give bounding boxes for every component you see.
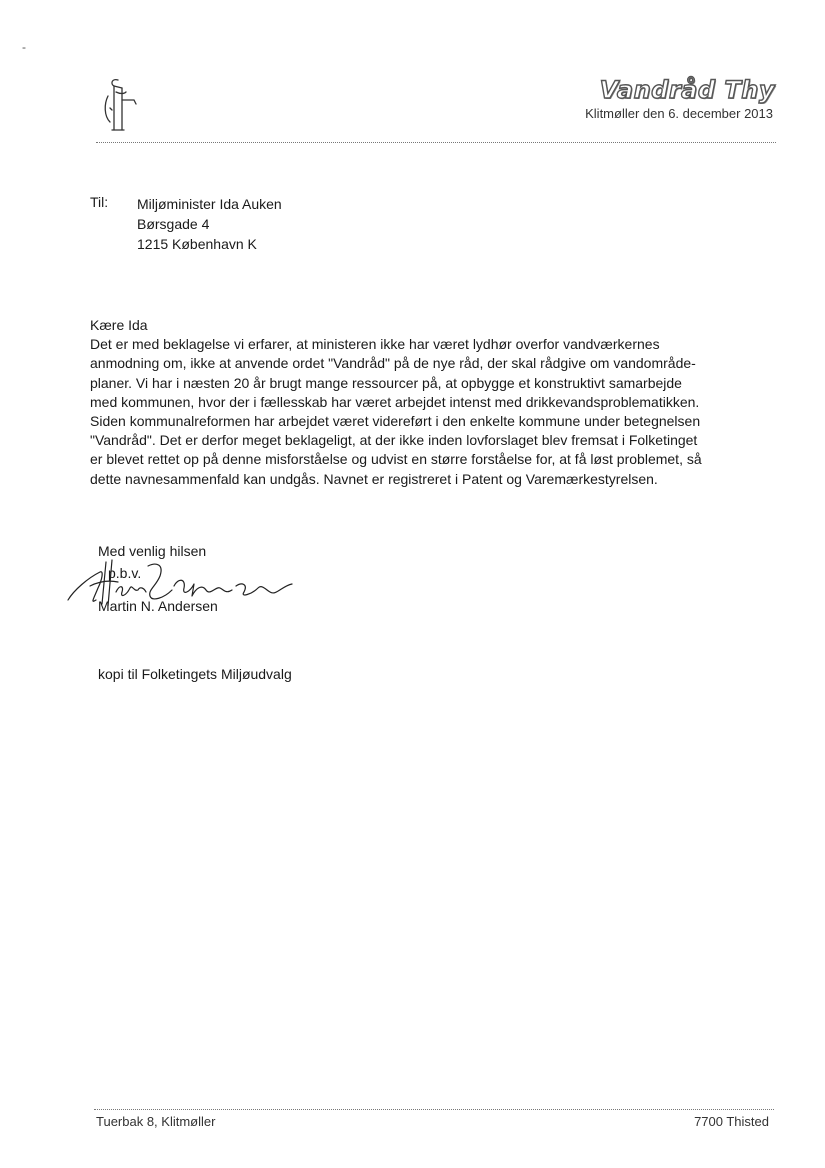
header-divider <box>96 142 776 143</box>
body-line: med kommunen, hvor der i fællesskab har været arbejdet intenst med drikkevandsproblematikken. <box>90 393 700 410</box>
body-line: dette navnesammenfald kan undgås. Navnet er registreret i Patent og Varemærkestyrelsen. <box>90 470 658 487</box>
brand-name: Vandråd Thy <box>599 76 775 104</box>
body-line: "Vandråd". Det er derfor meget beklageligt, at der ikke inden lovforslaget blev fremsat i Folketinget <box>90 432 698 449</box>
copy-recipient: kopi til Folketingets Miljøudvalg <box>98 666 292 682</box>
pby-note: p.b.v. <box>108 565 142 581</box>
handwritten-signature <box>60 556 300 626</box>
body-line: planer. Vi har i næsten 20 år brugt mange ressourcer på, at opbygge et konstruktivt samarbejde <box>90 374 682 391</box>
body-line: Siden kommunalreformen har arbejdet været videreført i den enkelte kommune under betegnelsen <box>90 413 701 430</box>
footer-city: 7700 Thisted <box>694 1114 769 1129</box>
recipient-address <box>137 194 282 254</box>
closing-greeting: Med venlig hilsen <box>98 543 207 559</box>
salutation: Kære Ida <box>90 317 148 333</box>
address-line: Miljøminister Ida Auken <box>137 196 282 212</box>
scan-mark: - <box>22 40 26 54</box>
body-line: Det er med beklagelse vi erfarer, at ministeren ikke har været lydhør overfor vandværkernes <box>90 336 660 353</box>
recipient-label: Til: <box>90 194 109 210</box>
date-line: Klitmøller den 6. december 2013 <box>585 106 773 121</box>
letter-body <box>90 316 730 489</box>
signatory-name: Martin N. Andersen <box>98 598 218 614</box>
body-line: er blevet rettet op på denne misforståelse og udvist en større forståelse for, at få løst problemet, så <box>90 451 702 468</box>
address-line: Børsgade 4 <box>137 216 210 232</box>
footer-address: Tuerbak 8, Klitmøller <box>96 1114 216 1129</box>
body-line: anmodning om, ikke at anvende ordet "Vandråd" på de nye råd, der skal rådgive om vandområde- <box>90 355 696 372</box>
footer-divider <box>94 1109 774 1110</box>
water-pump-logo <box>98 74 146 134</box>
address-line: 1215 København K <box>137 236 257 252</box>
